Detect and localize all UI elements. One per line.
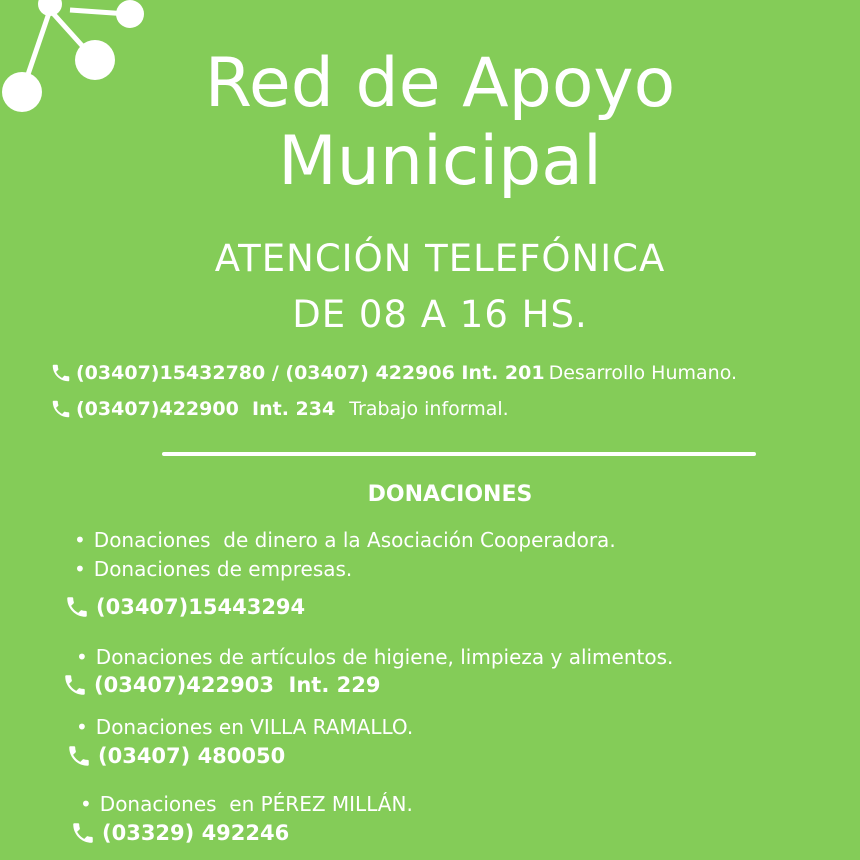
list-item-text: Donaciones en PÉREZ MILLÁN. bbox=[99, 792, 413, 816]
phone-icon bbox=[50, 398, 72, 420]
phone-icon bbox=[64, 594, 90, 620]
subtitle-line2: DE 08 A 16 HS. bbox=[292, 293, 588, 336]
donation-phone-number: (03329) 492246 bbox=[102, 821, 290, 845]
list-item bbox=[80, 792, 413, 816]
list-item-text: Donaciones de empresas. bbox=[93, 557, 353, 581]
contact-label: Trabajo informal. bbox=[349, 398, 509, 420]
donation-phone-number: (03407) 480050 bbox=[98, 744, 286, 768]
page-title-line2: Municipal bbox=[278, 122, 602, 201]
donation-phone bbox=[66, 743, 285, 769]
list-item-text: Donaciones de artículos de higiene, limpieza y alimentos. bbox=[95, 645, 674, 669]
contact-line bbox=[50, 362, 737, 384]
section-title-donaciones: DONACIONES bbox=[367, 482, 533, 507]
donation-phone bbox=[70, 820, 289, 846]
contact-label: Desarrollo Humano. bbox=[548, 362, 738, 384]
list-item-text: Donaciones de dinero a la Asociación Cooperadora. bbox=[93, 528, 616, 552]
bullet-icon: • bbox=[76, 645, 88, 669]
phone-icon bbox=[66, 743, 92, 769]
divider bbox=[162, 452, 756, 456]
phone-icon bbox=[50, 362, 72, 384]
donation-phone-number: (03407)15443294 bbox=[96, 595, 306, 619]
phone-icon bbox=[70, 820, 96, 846]
subtitle-line1: ATENCIÓN TELEFÓNICA bbox=[214, 237, 666, 280]
list-item bbox=[76, 715, 413, 739]
donation-phone bbox=[64, 594, 305, 620]
list-item bbox=[74, 528, 616, 552]
bullet-icon: • bbox=[74, 528, 86, 552]
page-title-line1: Red de Apoyo bbox=[204, 44, 676, 123]
list-item-text: Donaciones en VILLA RAMALLO. bbox=[95, 715, 414, 739]
contact-line bbox=[50, 398, 509, 420]
contact-number: (03407)422900 Int. 234 bbox=[76, 398, 336, 420]
donation-phone bbox=[62, 672, 380, 698]
list-item bbox=[74, 557, 352, 581]
donation-phone-number: (03407)422903 Int. 229 bbox=[94, 673, 381, 697]
phone-icon bbox=[62, 672, 88, 698]
bullet-icon: • bbox=[80, 792, 92, 816]
contact-number: (03407)15432780 / (03407) 422906 Int. 201 bbox=[76, 362, 545, 384]
bullet-icon: • bbox=[76, 715, 88, 739]
bullet-icon: • bbox=[74, 557, 86, 581]
list-item bbox=[76, 645, 673, 669]
